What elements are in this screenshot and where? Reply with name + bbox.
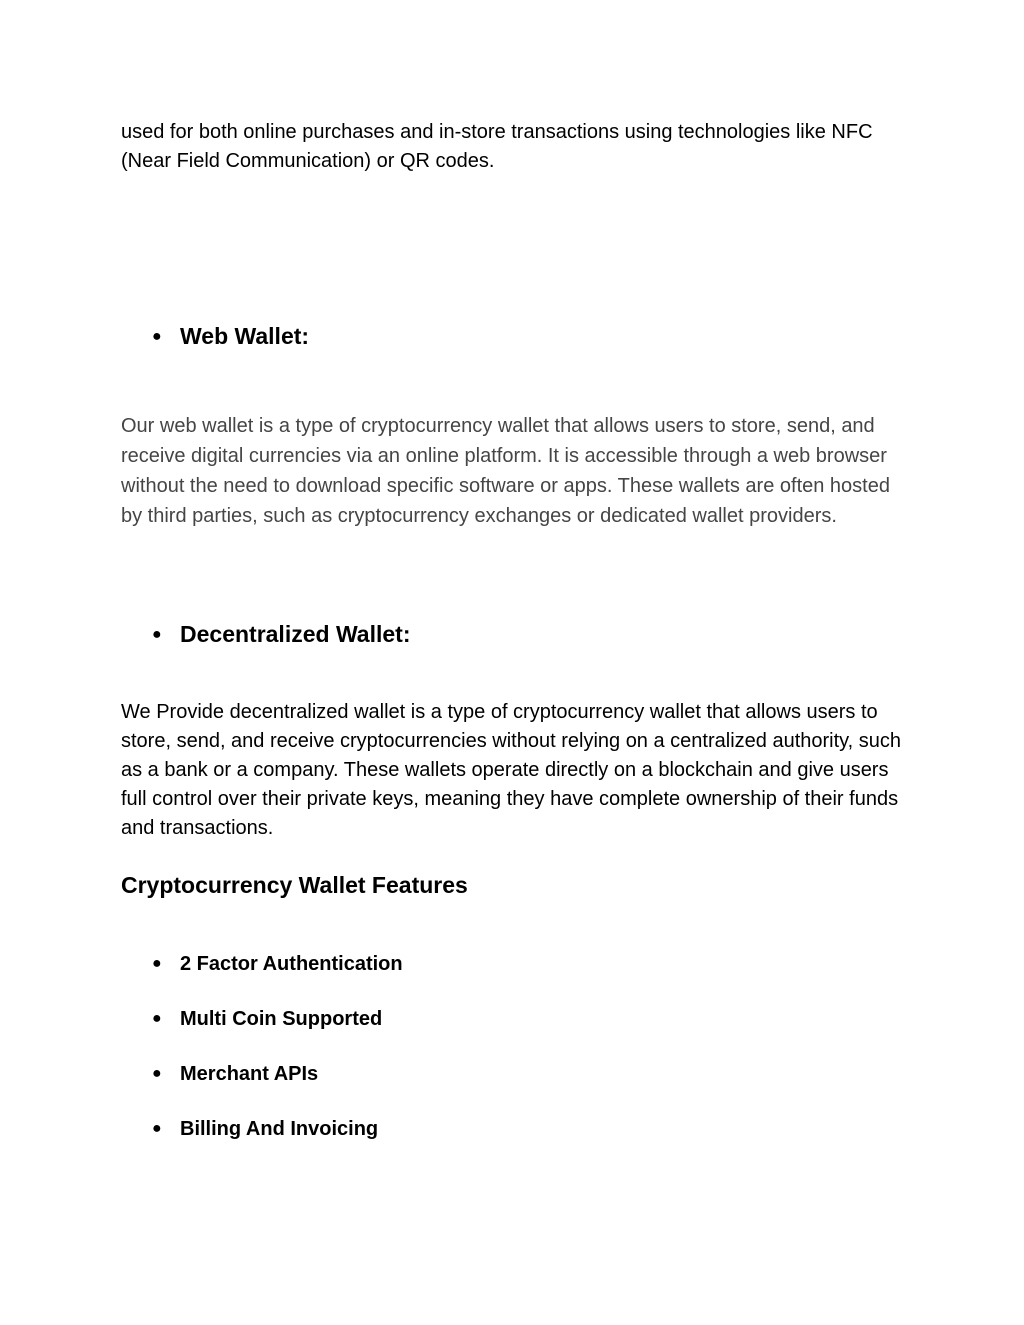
feature-label: Billing And Invoicing (180, 1117, 379, 1140)
decentralized-wallet-heading-text: Decentralized Wallet: (180, 621, 411, 647)
decentralized-wallet-heading (152, 621, 410, 648)
list-item (152, 1005, 403, 1033)
web-wallet-paragraph: Our web wallet is a type of cryptocurrency wallet that allows users to store, send, and receive digital currencies via an online platform. It is accessible through a web browser without the need to download specific software or apps. These wallets are often hosted by third parties, such as cryptocurrency exchanges or dedicated wallet providers. (121, 415, 890, 527)
features-section-title: Cryptocurrency Wallet Features (121, 872, 468, 898)
list-item (152, 950, 403, 978)
feature-label: Merchant APIs (180, 1062, 319, 1085)
list-item (152, 1060, 403, 1088)
bullet-icon: ● (152, 1010, 162, 1027)
web-wallet-heading-text: Web Wallet: (180, 323, 310, 349)
web-wallet-heading (152, 323, 309, 350)
bullet-icon: ● (152, 1120, 162, 1137)
decentralized-wallet-paragraph: We Provide decentralized wallet is a type of cryptocurrency wallet that allows users to store, send, and receive cryptocurrencies without relying on a centralized authority, such as a bank or a company. These wallets operate directly on a blockchain and give users full control over their private keys, meaning they have complete ownership of their funds and transactions. (121, 701, 902, 839)
intro-paragraph: used for both online purchases and in-store transactions using technologies like NFC (Near Field Communication) or QR codes. (121, 121, 873, 172)
bullet-icon: ● (152, 955, 162, 972)
feature-label: Multi Coin Supported (180, 1007, 383, 1030)
bullet-icon: ● (152, 625, 162, 643)
list-item (152, 1115, 403, 1143)
bullet-icon: ● (152, 1065, 162, 1082)
bullet-icon: ● (152, 327, 162, 345)
feature-label: 2 Factor Authentication (180, 952, 403, 975)
features-list (152, 950, 403, 1170)
